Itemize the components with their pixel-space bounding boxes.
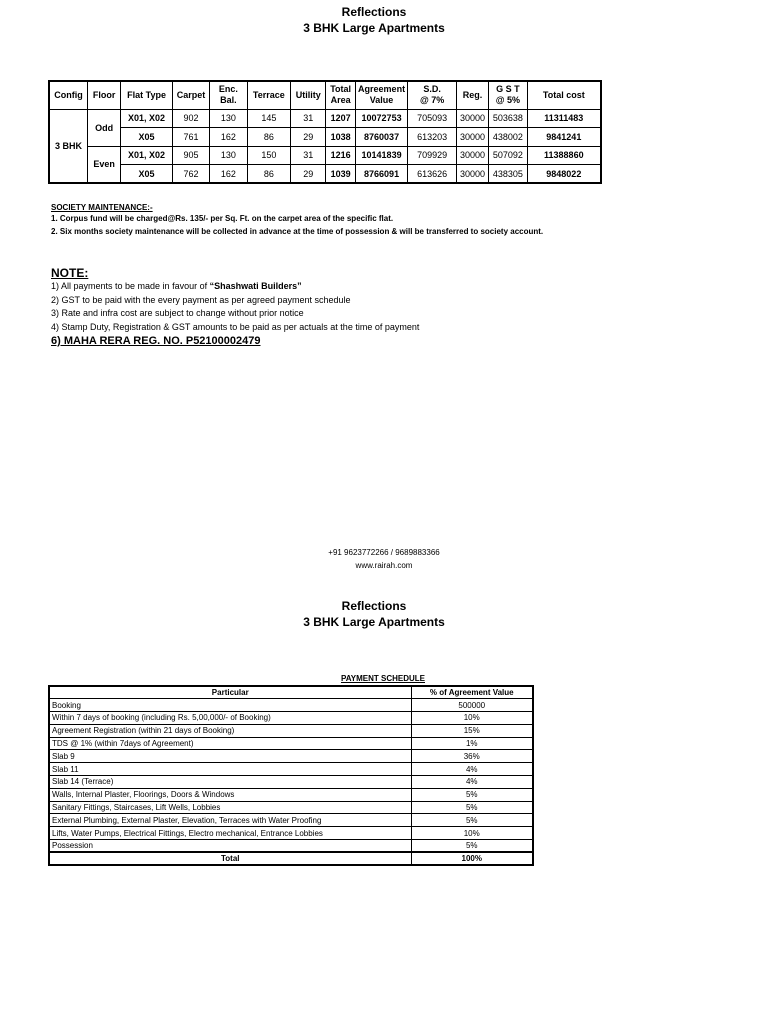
enc-bal-cell: 162 — [210, 128, 247, 147]
header-terrace: Terrace — [247, 81, 290, 109]
society-line-1: 1. Corpus fund will be charged@Rs. 135/- per Sq. Ft. on the carpet area of the specific flat. — [51, 214, 394, 223]
table-row — [49, 109, 601, 128]
header-enc-bal-line1: Enc. — [218, 84, 238, 95]
payment-rows — [49, 699, 533, 853]
utility-cell: 31 — [291, 109, 326, 128]
header-total-area-line2: Area — [330, 95, 351, 106]
table-row — [49, 128, 601, 147]
particular-cell: Slab 9 — [49, 750, 411, 763]
utility-cell: 29 — [291, 128, 326, 147]
total-area-cell: 1207 — [326, 109, 355, 128]
particular-cell: Agreement Registration (within 21 days of Booking) — [49, 724, 411, 737]
total-cost-cell: 9848022 — [527, 165, 601, 184]
flat-type-cell: X05 — [121, 128, 173, 147]
percent-cell: 5% — [411, 840, 533, 853]
header-sd-line2: @ 7% — [419, 95, 445, 106]
particular-cell: Sanitary Fittings, Staircases, Lift Wells, Lobbies — [49, 801, 411, 814]
page-header-2 — [0, 598, 748, 630]
header-agreement-value — [355, 81, 408, 109]
gst-cell: 438002 — [489, 128, 527, 147]
rera-registration: 6) MAHA RERA REG. NO. P52100002479 — [51, 334, 261, 347]
payment-header-row — [49, 686, 533, 699]
percent-cell: 10% — [411, 827, 533, 840]
note-line-3: 3) Rate and infra cost are subject to change without prior notice — [51, 308, 304, 319]
agreement-value-cell: 8766091 — [355, 165, 408, 184]
flat-type-cell: X05 — [121, 165, 173, 184]
price-table — [48, 80, 602, 184]
table-row — [49, 737, 533, 750]
header-total-area — [326, 81, 355, 109]
table-row — [49, 763, 533, 776]
table-row — [49, 750, 533, 763]
enc-bal-cell: 130 — [210, 109, 247, 128]
total-cost-cell: 9841241 — [527, 128, 601, 147]
header-enc-bal — [210, 81, 247, 109]
agreement-value-cell: 10072753 — [355, 109, 408, 128]
particular-cell: External Plumbing, External Plaster, Elevation, Terraces with Water Proofing — [49, 814, 411, 827]
header-flat-type: Flat Type — [121, 81, 173, 109]
table-row — [49, 788, 533, 801]
particular-cell: TDS @ 1% (within 7days of Agreement) — [49, 737, 411, 750]
percent-cell: 15% — [411, 724, 533, 737]
terrace-cell: 86 — [247, 165, 290, 184]
enc-bal-cell: 130 — [210, 146, 247, 165]
price-table-header-row — [49, 81, 601, 109]
note-line-1 — [51, 280, 751, 294]
page-header — [0, 4, 748, 36]
enc-bal-cell: 162 — [210, 165, 247, 184]
table-row — [49, 801, 533, 814]
percent-cell: 10% — [411, 712, 533, 725]
particular-cell: Possession — [49, 840, 411, 853]
project-subtitle-2: 3 BHK Large Apartments — [303, 615, 445, 629]
particular-cell: Slab 14 (Terrace) — [49, 776, 411, 789]
note-line-1-text: 1) All payments to be made in favour of — [51, 281, 210, 291]
society-maintenance — [51, 203, 751, 238]
gst-cell: 507092 — [489, 146, 527, 165]
header-carpet: Carpet — [172, 81, 209, 109]
utility-cell: 31 — [291, 146, 326, 165]
header-particular: Particular — [49, 686, 411, 699]
table-row — [49, 712, 533, 725]
header-enc-bal-line2: Bal. — [220, 95, 237, 106]
payment-total-row — [49, 852, 533, 865]
total-label: Total — [49, 852, 411, 865]
flat-type-cell: X01, X02 — [121, 109, 173, 128]
website: www.rairah.com — [355, 561, 413, 570]
utility-cell: 29 — [291, 165, 326, 184]
header-percent-agreement: % of Agreement Value — [411, 686, 533, 699]
percent-cell: 5% — [411, 801, 533, 814]
sd-cell: 613626 — [408, 165, 457, 184]
phone-numbers: +91 9623772266 / 9689883366 — [328, 548, 440, 557]
reg-cell: 30000 — [456, 128, 488, 147]
header-floor: Floor — [87, 81, 120, 109]
particular-cell: Booking — [49, 699, 411, 712]
society-heading: SOCIETY MAINTENANCE:- — [51, 203, 153, 212]
sd-cell: 705093 — [408, 109, 457, 128]
percent-cell: 4% — [411, 763, 533, 776]
table-row — [49, 699, 533, 712]
header-sd — [408, 81, 457, 109]
particular-cell: Lifts, Water Pumps, Electrical Fittings, Electro mechanical, Entrance Lobbies — [49, 827, 411, 840]
header-agreement-line1: Agreement — [358, 84, 406, 95]
sd-cell: 613203 — [408, 128, 457, 147]
percent-cell: 500000 — [411, 699, 533, 712]
payment-schedule-title: PAYMENT SCHEDULE — [340, 674, 425, 683]
header-reg: Reg. — [456, 81, 488, 109]
header-gst-line2: @ 5% — [495, 95, 521, 106]
percent-cell: 36% — [411, 750, 533, 763]
terrace-cell: 150 — [247, 146, 290, 165]
reg-cell: 30000 — [456, 146, 488, 165]
header-agreement-line2: Value — [369, 95, 394, 106]
particular-cell: Within 7 days of booking (including Rs. 5,00,000/- of Booking) — [49, 712, 411, 725]
agreement-value-cell: 8760037 — [355, 128, 408, 147]
carpet-cell: 902 — [172, 109, 209, 128]
table-row — [49, 814, 533, 827]
floor-odd-cell: Odd — [87, 109, 120, 146]
note-line-2: 2) GST to be paid with the every payment as per agreed payment schedule — [51, 294, 351, 305]
table-row — [49, 724, 533, 737]
gst-cell: 438305 — [489, 165, 527, 184]
percent-cell: 5% — [411, 814, 533, 827]
percent-cell: 1% — [411, 737, 533, 750]
project-title: Reflections — [341, 5, 407, 19]
table-row — [49, 827, 533, 840]
percent-cell: 5% — [411, 788, 533, 801]
header-total-area-line1: Total — [330, 84, 352, 95]
contact-info — [0, 546, 768, 572]
total-area-cell: 1039 — [326, 165, 355, 184]
total-area-cell: 1216 — [326, 146, 355, 165]
project-title-2: Reflections — [341, 599, 407, 613]
agreement-value-cell: 10141839 — [355, 146, 408, 165]
payment-schedule-table — [48, 685, 534, 866]
terrace-cell: 86 — [247, 128, 290, 147]
sd-cell: 709929 — [408, 146, 457, 165]
header-total-cost: Total cost — [527, 81, 601, 109]
carpet-cell: 761 — [172, 128, 209, 147]
carpet-cell: 905 — [172, 146, 209, 165]
header-config: Config — [49, 81, 87, 109]
header-gst — [489, 81, 527, 109]
note-heading: NOTE: — [51, 266, 89, 280]
builder-name: “Shashwati Builders” — [209, 281, 302, 291]
header-utility: Utility — [291, 81, 326, 109]
notes-section — [51, 266, 751, 347]
header-gst-line1: G S T — [496, 84, 520, 95]
society-line-2: 2. Six months society maintenance will be collected in advance at the time of possession & will be transferred to society account. — [51, 226, 544, 236]
note-line-4: 4) Stamp Duty, Registration & GST amounts to be paid as per actuals at the time of payment — [51, 322, 420, 333]
config-cell: 3 BHK — [49, 109, 87, 183]
table-row — [49, 776, 533, 789]
particular-cell: Walls, Internal Plaster, Floorings, Doors & Windows — [49, 788, 411, 801]
total-value: 100% — [411, 852, 533, 865]
total-area-cell: 1038 — [326, 128, 355, 147]
terrace-cell: 145 — [247, 109, 290, 128]
particular-cell: Slab 11 — [49, 763, 411, 776]
flat-type-cell: X01, X02 — [121, 146, 173, 165]
table-row — [49, 840, 533, 853]
header-sd-line1: S.D. — [423, 84, 441, 95]
project-subtitle: 3 BHK Large Apartments — [303, 21, 445, 35]
table-row — [49, 146, 601, 165]
floor-even-cell: Even — [87, 146, 120, 183]
carpet-cell: 762 — [172, 165, 209, 184]
gst-cell: 503638 — [489, 109, 527, 128]
reg-cell: 30000 — [456, 109, 488, 128]
total-cost-cell: 11311483 — [527, 109, 601, 128]
percent-cell: 4% — [411, 776, 533, 789]
total-cost-cell: 11388860 — [527, 146, 601, 165]
reg-cell: 30000 — [456, 165, 488, 184]
table-row — [49, 165, 601, 184]
